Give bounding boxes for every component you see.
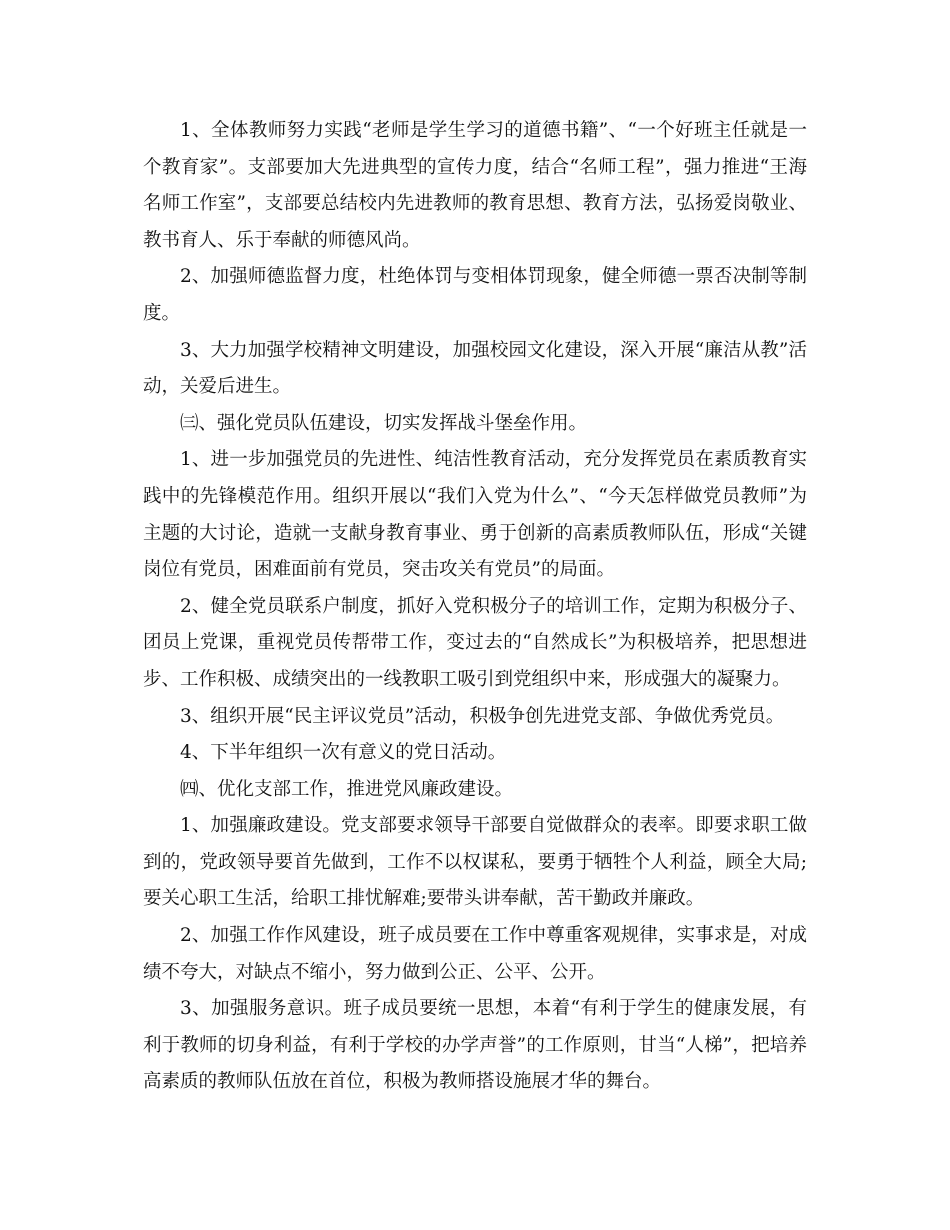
document-body	[143, 113, 807, 1101]
paragraph-10: 3、加强服务意识。班子成员要统一思想，本着“有利于学生的健康发展，有利于教师的切身利益，有利于学校的办学声誉”的工作原则，甘当“人梯”，把培养高素质的教师队伍放在首位，积极为教师搭设施展才华的舞台。	[143, 998, 807, 1093]
section-heading-3: ㈢、强化党员队伍建设，切实发挥战斗堡垒作用。	[180, 412, 588, 434]
paragraph-6: 3、组织开展“民主评议党员”活动，积极争创先进党支部、争做优秀党员。	[180, 705, 785, 727]
paragraph-9: 2、加强工作作风建设，班子成员要在工作中尊重客观规律，实事求是，对成绩不夸大，对缺点不缩小，努力做到公正、公平、公开。	[143, 925, 807, 983]
paragraph-8: 1、加强廉政建设。党支部要求领导干部要自觉做群众的表率。即要求职工做到的，党政领导要首先做到，工作不以权谋私，要勇于牺牲个人利益，顾全大局;要关心职工生活，给职工排忧解难;要带头讲奉献，苦干勤政并廉政。	[143, 815, 807, 910]
paragraph-4: 1、进一步加强党员的先进性、纯洁性教育活动，充分发挥党员在素质教育实践中的先锋模范作用。组织开展以“我们入党为什么”、“今天怎样做党员教师”为主题的大讨论，造就一支献身教育事业、勇于创新的高素质教师队伍，形成“关键岗位有党员，困难面前有党员，突击攻关有党员”的局面。	[143, 449, 807, 581]
paragraph-1: 1、全体教师努力实践“老师是学生学习的道德书籍”、“一个好班主任就是一个教育家”。支部要加大先进典型的宣传力度，结合“名师工程”，强力推进“王海名师工作室”，支部要总结校内先进教师的教育思想、教育方法，弘扬爱岗敬业、教书育人、乐于奉献的师德风尚。	[143, 120, 807, 251]
paragraph-5: 2、健全党员联系户制度，抓好入党积极分子的培训工作，定期为积极分子、团员上党课，重视党员传帮带工作，变过去的“自然成长”为积极培养，把思想进步、工作积极、成绩突出的一线教职工吸引到党组织中来，形成强大的凝聚力。	[143, 595, 807, 690]
section-heading-4: ㈣、优化支部工作，推进党风廉政建设。	[180, 778, 514, 800]
paragraph-2: 2、加强师德监督力度，杜绝体罚与变相体罚现象，健全师德一票否决制等制度。	[143, 266, 807, 324]
paragraph-7: 4、下半年组织一次有意义的党日活动。	[180, 742, 507, 764]
paragraph-3: 3、大力加强学校精神文明建设，加强校园文化建设，深入开展“廉洁从教”活动，关爱后进生。	[143, 339, 807, 398]
